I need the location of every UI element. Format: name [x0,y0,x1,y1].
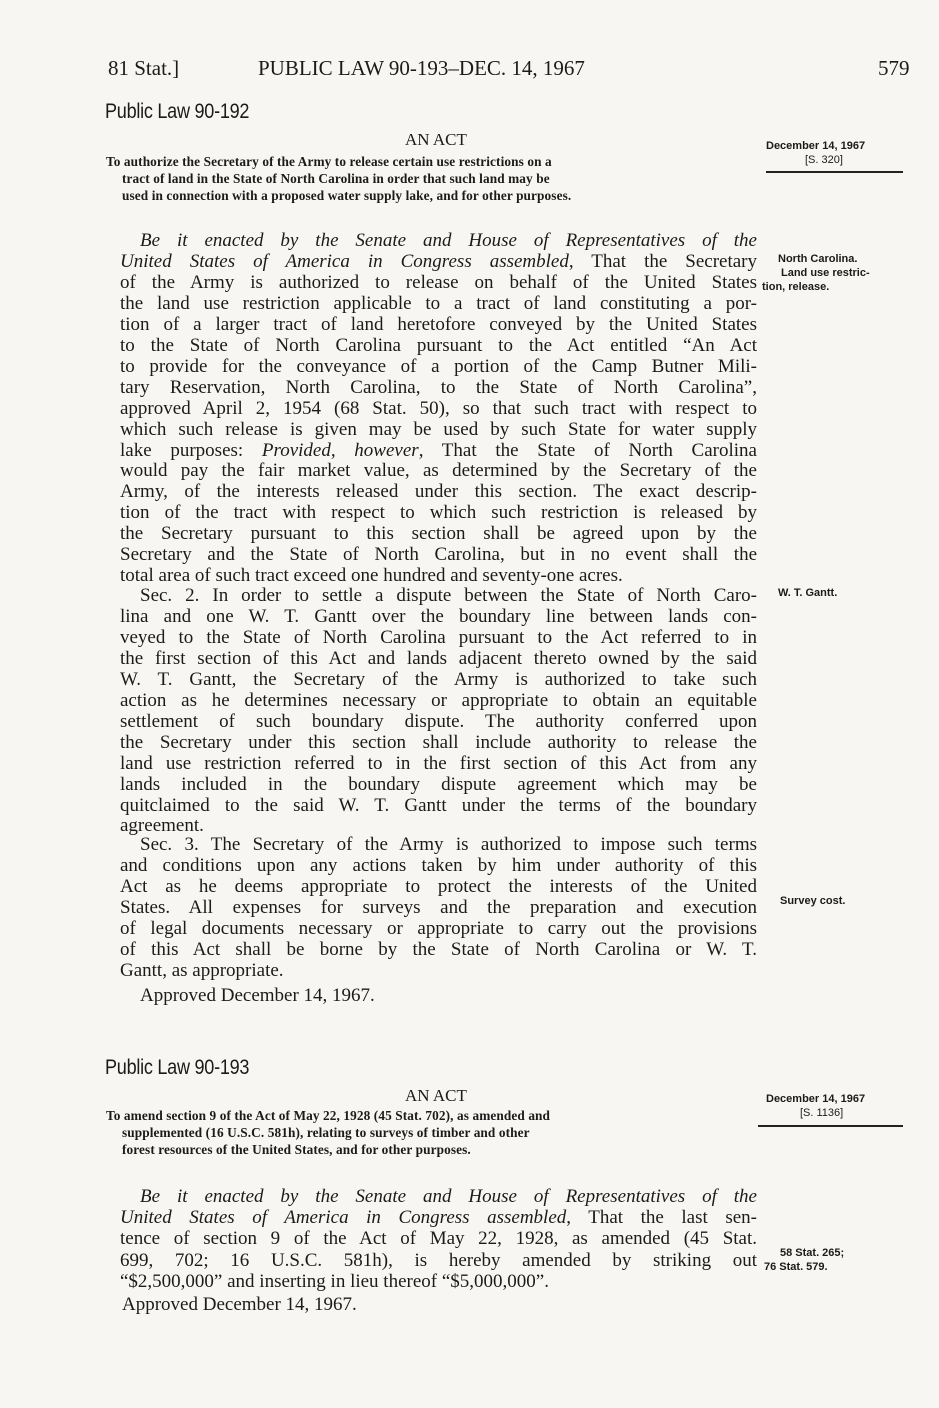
margin-note: 76 Stat. 579. [764,1261,828,1273]
body-line [120,1228,757,1249]
body-line [120,897,757,918]
law-title-90-193: Public Law 90-193 [105,1056,250,1079]
text: approved April 2, 1954 (68 Stat. 50), so that such tract with respect to [120,397,757,419]
italic-text: United States of America in Congress assembled [120,1207,567,1229]
text: would pay the fair market value, as determined by the Secretary of the [120,460,757,482]
running-head: PUBLIC LAW 90-193–DEC. 14, 1967 [258,56,585,80]
body-line [120,377,757,398]
body-line [120,502,757,523]
text: tion of the tract with respect to which such restriction is released by [120,502,757,524]
text: settlement of such boundary dispute. The authority conferred upon [120,710,757,732]
text: Gantt, as appropriate. [120,959,284,981]
body-line [120,918,757,939]
text: tence of section 9 of the Act of May 22, 1928, as amended (45 Stat. [120,1228,757,1250]
text: the Secretary under this section shall include authority to release the [120,731,757,753]
text: land use restriction referred to in the first section of this Act from any [120,752,757,774]
margin-note: W. T. Gantt. [778,587,838,599]
body-line [120,460,757,481]
text: lina and one W. T. Gantt over the boundary line between lands con- [120,605,757,627]
text: veyed to the State of North Carolina pursuant to the Act referred to in [120,626,757,648]
body-line [120,774,757,795]
text: “$2,500,000” and inserting in lieu thereof “$5,000,000”. [120,1270,549,1292]
italic-text: Be it enacted by the Senate and House of Representatives of the [140,1186,757,1207]
body-line [120,398,757,419]
body-line [120,711,757,732]
body-line [120,523,757,544]
body-line [140,834,757,855]
body-line [120,356,757,377]
approval-date: Approved December 14, 1967. [140,985,375,1006]
text: , That the Secretary [568,250,757,272]
text: quitclaimed to the said W. T. Gantt under the terms of the boundary [120,794,757,816]
text: lands included in the boundary dispute agreement which may be [120,773,757,795]
purpose-line: supplemented (16 U.S.C. 581h), relating to surveys of timber and other [122,1125,530,1140]
body-line [120,876,757,897]
body-line [120,314,757,335]
body-line [120,1250,757,1271]
italic-text: Be it enacted by the Senate and House of Representatives of the [140,230,757,251]
body-line [120,565,757,586]
body-line [120,1271,757,1292]
volume-reference: 81 Stat.] [108,56,180,80]
text: Army, of the interests released under this section. The exact descrip- [120,481,757,503]
text: tary Reservation, North Carolina, to the State of North Carolina”, [120,376,757,398]
text: lake purposes: [120,439,262,461]
body-line [120,1207,757,1228]
text: the Secretary pursuant to this section shall be agreed upon by the [120,523,757,545]
body-line [120,335,757,356]
margin-note: tion, release. [762,281,830,293]
purpose-line: tract of land in the State of North Carolina in order that such land may be [122,171,550,186]
text: total area of such tract exceed one hundred and seventy-one acres. [120,565,623,587]
text: agreement. [120,815,204,837]
text: , That the last sen- [566,1207,757,1229]
text: Sec. 2. In order to settle a dispute between the State of North Caro- [140,585,757,606]
an-act-heading: AN ACT [405,130,467,149]
body-line [120,251,757,272]
body-line [120,960,757,981]
margin-note: 58 Stat. 265; [780,1247,845,1259]
body-line [120,419,757,440]
enactment-date: December 14, 1967 [766,1093,866,1105]
text: the first section of this Act and lands adjacent thereto owned by the said [120,647,757,669]
body-line [120,732,757,753]
text: Secretary and the State of North Carolina, but in no event shall the [120,544,757,566]
body-line [120,939,757,960]
text: which such release is given may be used by such State for water supply [120,418,757,440]
italic-text: United States of America in Congress assembled [120,250,569,272]
bill-number: [S. 320] [805,154,843,166]
page-number: 579 [878,56,910,80]
text: and conditions upon any actions taken by him under authority of this [120,854,757,876]
body-line [120,690,757,711]
purpose-line: used in connection with a proposed water supply lake, and for other purposes. [122,188,572,203]
text: to the State of North Carolina pursuant to the Act entitled “An Act [120,334,757,356]
text: States. All expenses for surveys and the preparation and execution [120,896,757,918]
body-line [120,293,757,314]
divider [766,171,903,173]
margin-note: North Carolina. [778,253,858,265]
body-line [120,648,757,669]
margin-note: Survey cost. [780,895,846,907]
text: tion of a larger tract of land heretofore conveyed by the United States [120,313,757,335]
body-line [120,855,757,876]
text: the land use restriction applicable to a tract of land constituting a por- [120,292,757,314]
body-line [120,544,757,565]
body-line [120,606,757,627]
body-line [120,440,757,461]
text: Sec. 3. The Secretary of the Army is authorized to impose such terms [140,834,757,855]
purpose-line: To authorize the Secretary of the Army to release certain use restrictions on a [106,154,552,169]
body-line [140,585,757,606]
divider [758,1125,903,1127]
an-act-heading: AN ACT [405,1086,467,1105]
body-line [120,481,757,502]
body-line [120,272,757,293]
text: of the Army is authorized to release on behalf of the United States [120,271,757,293]
text: to provide for the conveyance of a portion of the Camp Butner Mili- [120,355,757,377]
text: Act as he deems appropriate to protect the interests of the United [120,875,757,897]
text: of legal documents necessary or appropriate to carry out the provisions [120,917,757,939]
purpose-line: forest resources of the United States, and for other purposes. [122,1142,471,1157]
text: , That the State of North Carolina [418,439,757,461]
text: 699, 702; 16 U.S.C. 581h), is hereby amended by striking out [120,1249,757,1271]
body-line [120,753,757,774]
purpose-line: To amend section 9 of the Act of May 22, 1928 (45 Stat. 702), as amended and [106,1108,551,1123]
body-line [140,230,757,251]
text: of this Act shall be borne by the State of North Carolina or W. T. [120,938,757,960]
enactment-date: December 14, 1967 [766,140,866,152]
bill-number: [S. 1136] [800,1107,844,1119]
text: W. T. Gantt, the Secretary of the Army is authorized to take such [120,668,757,690]
margin-note: Land use restric- [781,267,870,279]
body-line [120,669,757,690]
body-line [140,1186,757,1207]
italic-text: Provided, however [261,439,419,461]
body-line [120,627,757,648]
body-line [120,795,757,816]
law-title-90-192: Public Law 90-192 [105,100,250,123]
approval-date: Approved December 14, 1967. [122,1294,357,1315]
text: action as he determines necessary or appropriate to obtain an equitable [120,689,757,711]
